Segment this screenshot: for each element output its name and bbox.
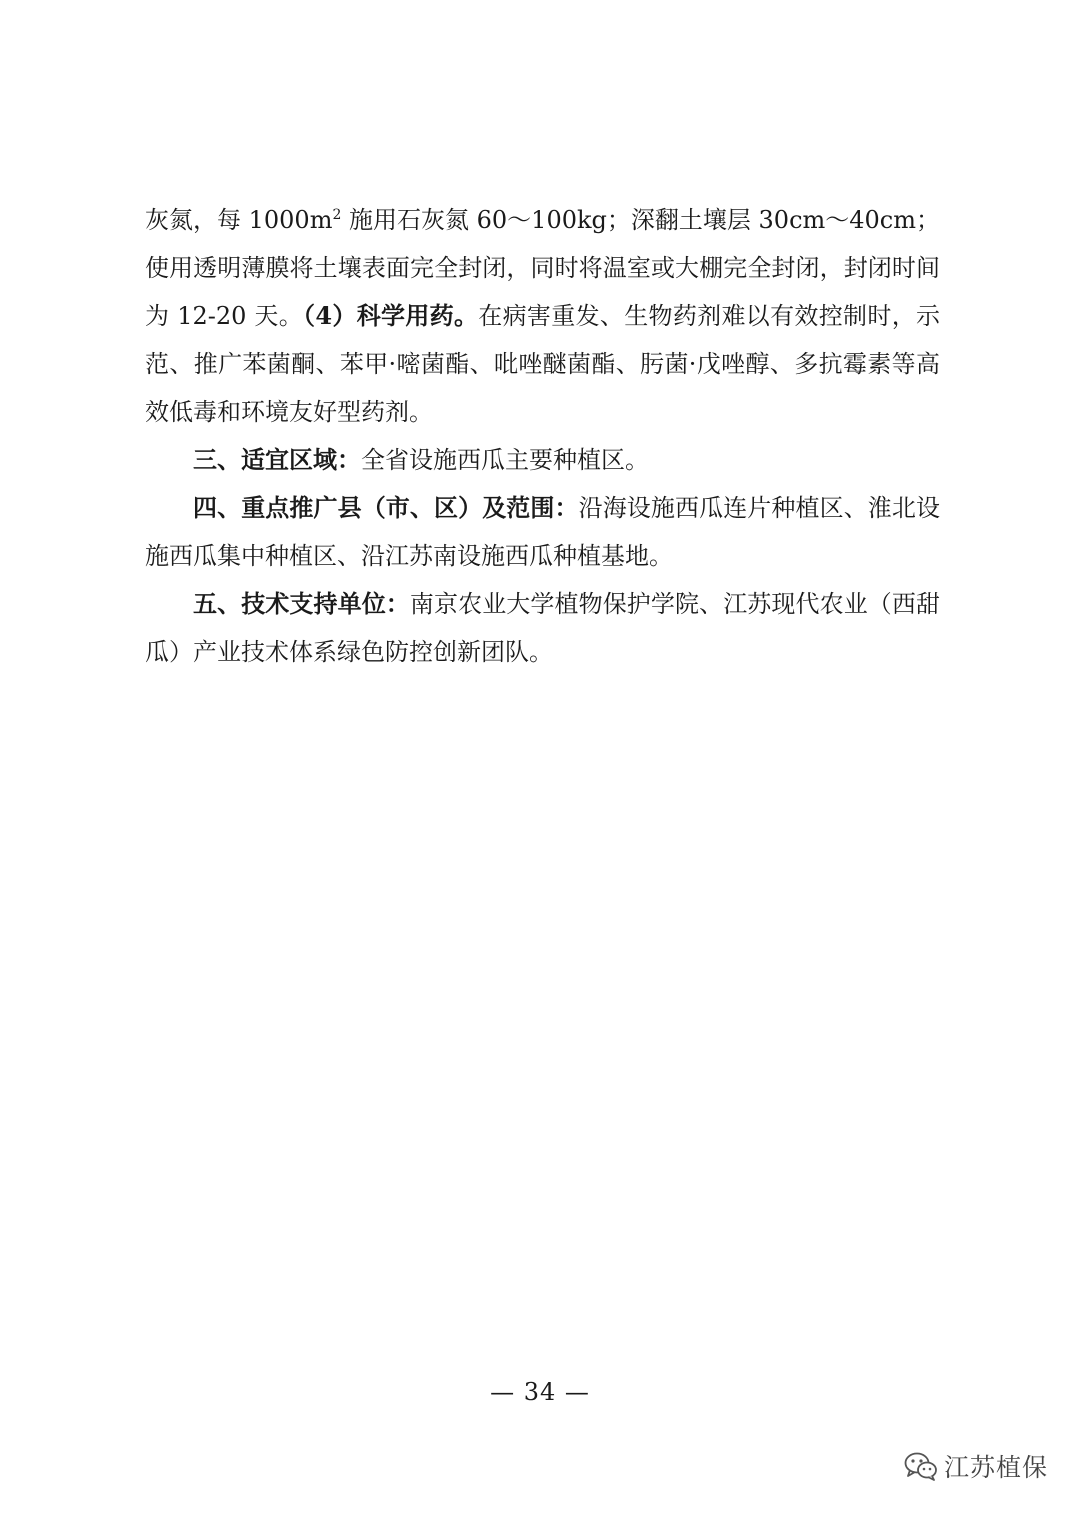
superscript-2: 2 bbox=[332, 207, 342, 223]
section-key-counties bbox=[145, 484, 940, 580]
paragraph-text-a: 灰氮，每 1000m bbox=[145, 206, 333, 234]
wechat-icon bbox=[904, 1451, 938, 1481]
body-text bbox=[145, 196, 940, 676]
section-text: 沿海设施西瓜连片种植区、淮北设施西瓜集中种植区、沿江苏南设施西瓜种植基地。 bbox=[145, 494, 941, 570]
section-text: 南京农业大学植物保护学院、江苏现代农业（西甜瓜）产业技术体系绿色防控创新团队。 bbox=[145, 590, 941, 666]
watermark-text: 江苏植保 bbox=[944, 1453, 1049, 1482]
paragraph-continuation bbox=[145, 196, 940, 436]
section-text: 全省设施西瓜主要种植区。 bbox=[361, 446, 649, 474]
section-heading: 三、适宜区域： bbox=[193, 445, 361, 474]
page-number: — 34 — bbox=[490, 1378, 590, 1406]
section-heading: 五、技术支持单位： bbox=[193, 589, 410, 618]
paragraph-text-b: 施用石灰氮 60～100kg；深翻土壤层 30cm～40cm；使用透明薄膜将土壤表面完全封闭，同时将温室或大棚完全封闭，封闭时间为 12-20 天。 bbox=[145, 206, 941, 330]
section-support-units bbox=[145, 580, 940, 676]
section-heading: 四、重点推广县（市、区）及范围： bbox=[193, 493, 579, 522]
wechat-watermark bbox=[904, 1446, 1048, 1486]
paragraph-bold-heading: （4）科学用药。 bbox=[303, 301, 479, 330]
paragraph-text-c: 在病害重发、生物药剂难以有效控制时，示范、推广苯菌酮、苯甲·嘧菌酯、吡唑醚菌酯、肟菌·戊唑醇、多抗霉素等高效低毒和环境友好型药剂。 bbox=[145, 302, 941, 426]
section-suitable-region bbox=[145, 436, 940, 484]
